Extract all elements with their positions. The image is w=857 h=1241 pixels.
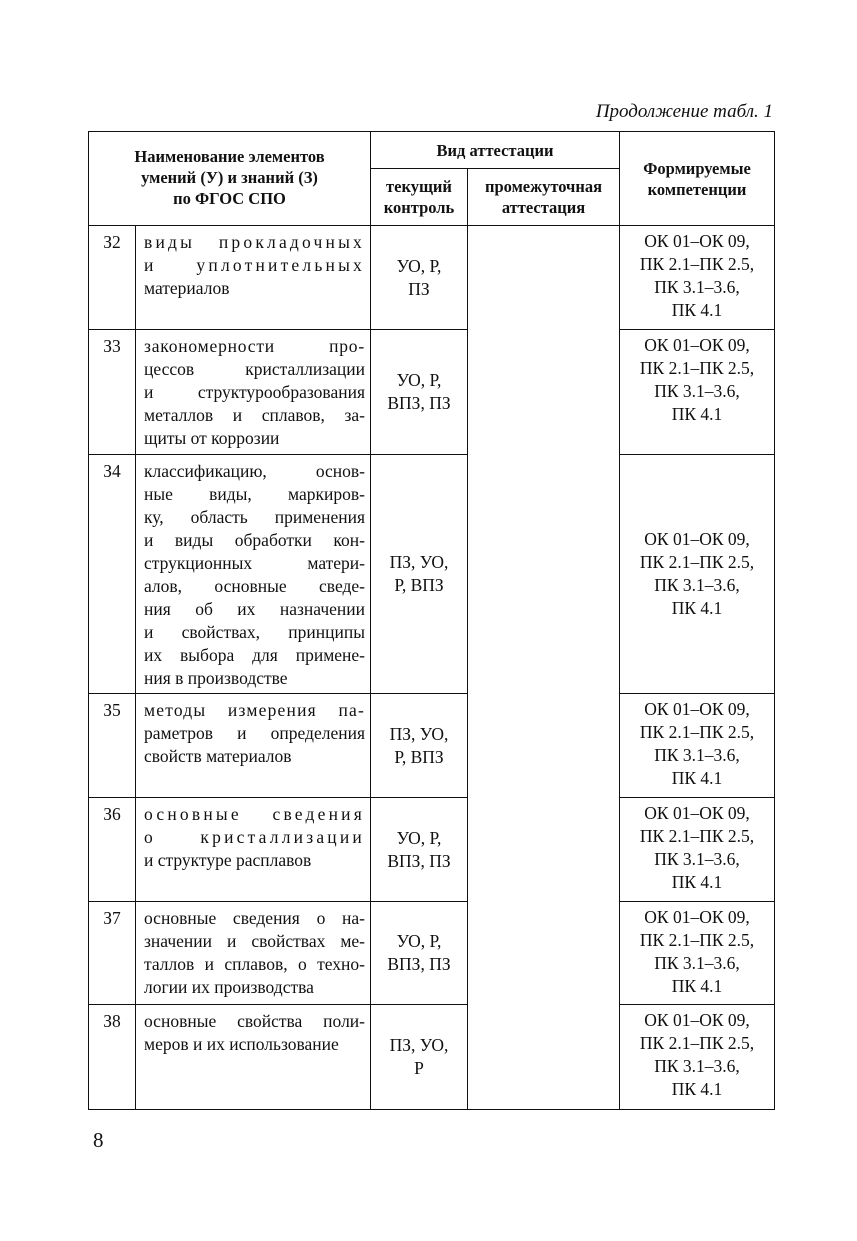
header-attestation-type: Вид аттестации	[371, 132, 620, 169]
row-description: виды прокладочных и уплотнительных материалов	[136, 226, 371, 330]
row-current-control: ПЗ, УО, Р, ВПЗ	[371, 455, 468, 694]
row-description: основные сведения о на- значении и свойствах ме- таллов и сплавов, о техно- логии их производства	[136, 902, 371, 1005]
table-row	[89, 798, 775, 902]
header-current-control: текущий контроль	[371, 169, 468, 226]
row-current-control: УО, Р, ВПЗ, ПЗ	[371, 330, 468, 455]
table-row	[89, 694, 775, 798]
row-current-control: УО, Р, ВПЗ, ПЗ	[371, 798, 468, 902]
row-current-control: ПЗ, УО, Р	[371, 1005, 468, 1110]
row-competencies: ОК 01–ОК 09, ПК 2.1–ПК 2.5, ПК 3.1–3.6, ПК 4.1	[620, 798, 775, 902]
row-description: методы измерения па- раметров и определения свойств материалов	[136, 694, 371, 798]
row-description: основные сведения о кристаллизации и структуре расплавов	[136, 798, 371, 902]
interim-attestation-cell	[468, 226, 620, 1110]
row-description: основные свойства поли- меров и их использование	[136, 1005, 371, 1110]
row-current-control: УО, Р, ПЗ	[371, 226, 468, 330]
row-code: З5	[89, 694, 136, 798]
row-current-control: УО, Р, ВПЗ, ПЗ	[371, 902, 468, 1005]
page-number: 8	[93, 1128, 104, 1152]
row-description: классификацию, основ- ные виды, маркиров- ку, область применения и виды обработки кон- струкционных матери- алов, основные сведе- ния об их назначении и свойствах, принципы их выбора для примене- ния в производстве	[136, 455, 371, 694]
row-competencies: ОК 01–ОК 09, ПК 2.1–ПК 2.5, ПК 3.1–3.6, ПК 4.1	[620, 330, 775, 455]
attestation-table	[88, 131, 775, 1110]
row-description: закономерности про- цессов кристаллизации и структурообразования металлов и сплавов, за- щиты от коррозии	[136, 330, 371, 455]
table-continuation-label: Продолжение табл. 1	[595, 101, 773, 122]
row-competencies: ОК 01–ОК 09, ПК 2.1–ПК 2.5, ПК 3.1–3.6, ПК 4.1	[620, 1005, 775, 1110]
table-row	[89, 330, 775, 455]
row-code: З3	[89, 330, 136, 455]
header-interim-attestation: промежуточная аттестация	[468, 169, 620, 226]
row-code: З8	[89, 1005, 136, 1110]
table-row	[89, 902, 775, 1005]
row-code: З7	[89, 902, 136, 1005]
row-competencies: ОК 01–ОК 09, ПК 2.1–ПК 2.5, ПК 3.1–3.6, ПК 4.1	[620, 902, 775, 1005]
row-code: З6	[89, 798, 136, 902]
row-current-control: ПЗ, УО, Р, ВПЗ	[371, 694, 468, 798]
row-code: З4	[89, 455, 136, 694]
header-element-name: Наименование элементов умений (У) и знаний (З) по ФГОС СПО	[89, 132, 371, 226]
row-code: З2	[89, 226, 136, 330]
table-row	[89, 1005, 775, 1110]
header-competencies: Формируемые компетенции	[620, 132, 775, 226]
table-row	[89, 455, 775, 694]
row-competencies: ОК 01–ОК 09, ПК 2.1–ПК 2.5, ПК 3.1–3.6, ПК 4.1	[620, 455, 775, 694]
row-competencies: ОК 01–ОК 09, ПК 2.1–ПК 2.5, ПК 3.1–3.6, ПК 4.1	[620, 694, 775, 798]
row-competencies: ОК 01–ОК 09, ПК 2.1–ПК 2.5, ПК 3.1–3.6, ПК 4.1	[620, 226, 775, 330]
table-row	[89, 226, 775, 330]
